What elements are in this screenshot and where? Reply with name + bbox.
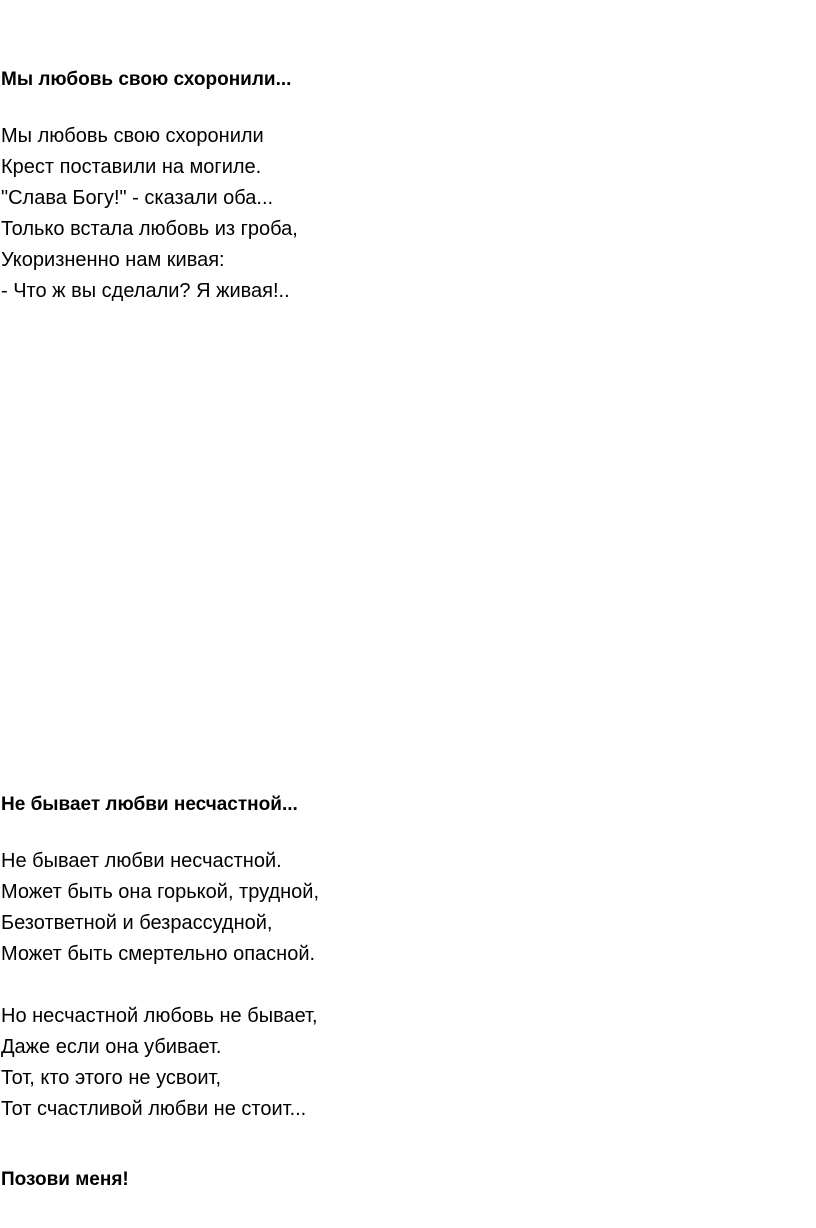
poem-line: Тот счастливой любви не стоит... — [1, 1098, 307, 1120]
spacer — [1, 820, 801, 846]
poem-line: Укоризненно нам кивая: — [1, 249, 225, 271]
poem-line: Не бывает любви несчастной. — [1, 850, 282, 872]
spacer — [1, 95, 801, 121]
poem-title: Мы любовь свою схоронили... — [1, 69, 292, 90]
poem-line: Может быть смертельно опасной. — [1, 943, 316, 965]
poem-line: Крест поставили на могиле. — [1, 156, 262, 178]
poem-line: Может быть она горькой, трудной, — [1, 881, 320, 903]
poem-title: Позови меня! — [1, 1169, 129, 1190]
poem-line: Даже если она убивает. — [1, 1036, 222, 1058]
spacer — [1, 970, 801, 1001]
poem-stanza — [1, 1001, 801, 1125]
poem-line: Тот, кто этого не усвоит, — [1, 1067, 222, 1089]
poem-stanza — [1, 846, 801, 970]
poem-line: Только встала любовь из гроба, — [1, 218, 298, 240]
poem-2 — [1, 790, 801, 1125]
poem-line: "Слава Богу!" - сказали оба... — [1, 187, 274, 209]
poem-3 — [1, 1165, 129, 1195]
poem-stanza — [1, 121, 801, 307]
poem-line: - Что ж вы сделали? Я живая!.. — [1, 280, 290, 302]
poem-line: Но несчастной любовь не бывает, — [1, 1005, 318, 1027]
poem-title: Не бывает любви несчастной... — [1, 794, 298, 815]
poem-line: Безответной и безрассудной, — [1, 912, 273, 934]
poem-line: Мы любовь свою схоронили — [1, 125, 264, 147]
poem-1 — [1, 65, 801, 307]
